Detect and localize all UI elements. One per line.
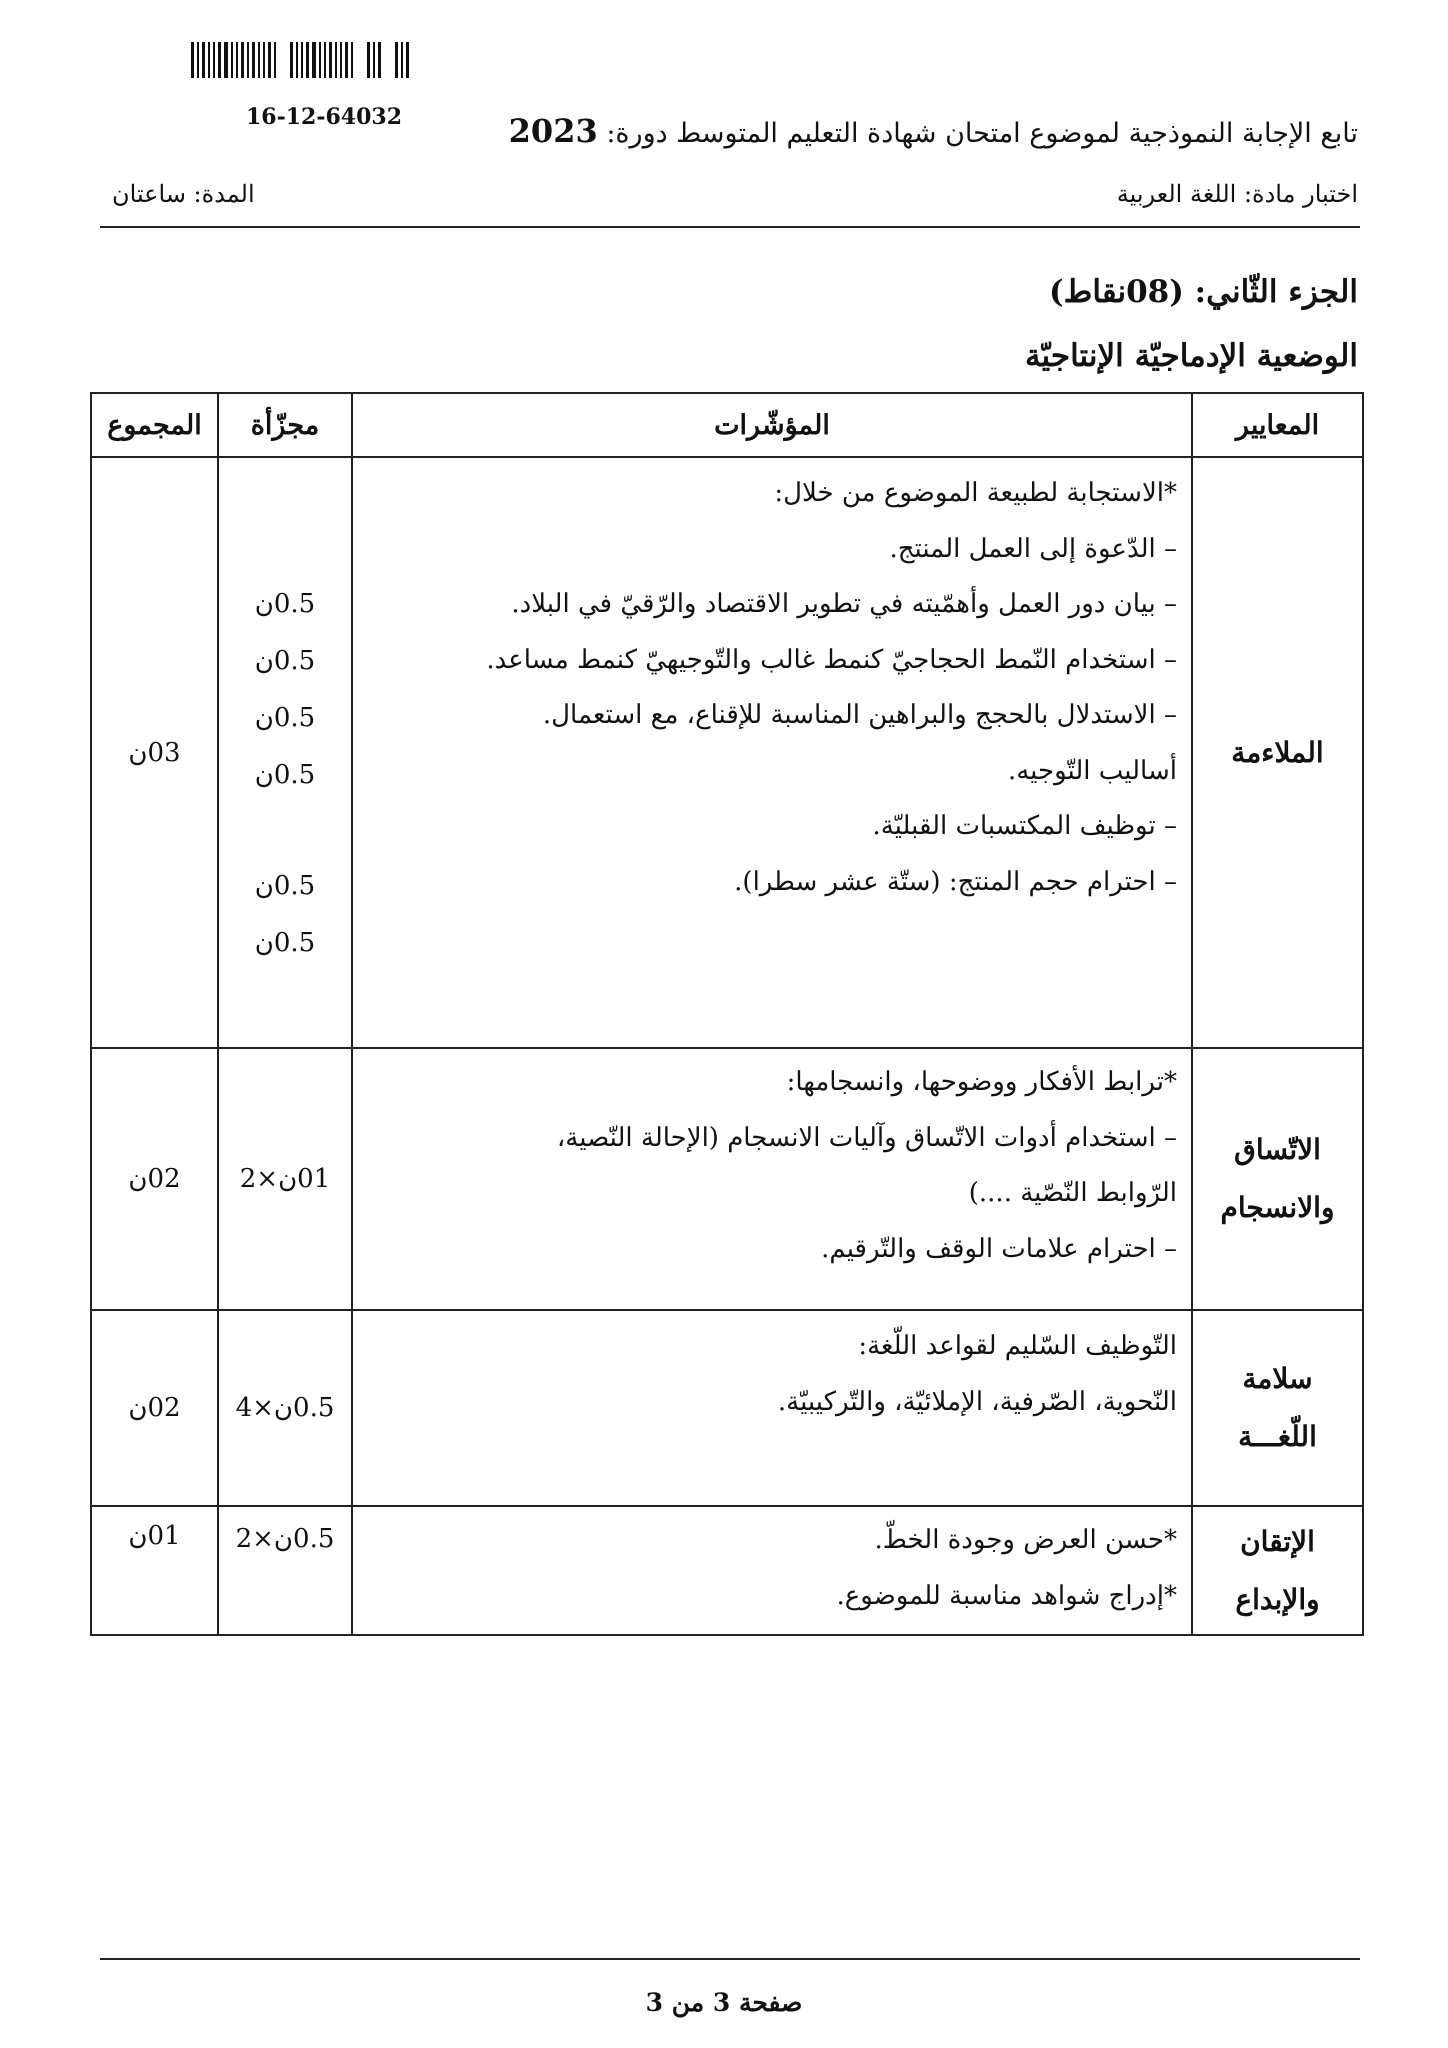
barcode-bar: [373, 42, 375, 78]
barcode: [191, 42, 451, 78]
exam-year: 2023: [508, 112, 598, 150]
criterion-label: والإبداع: [1235, 1582, 1320, 1616]
criterion-label: الاتّساق: [1234, 1133, 1321, 1166]
barcode-bar: [356, 42, 364, 78]
partial-cell: [218, 457, 352, 1048]
barcode-bar: [197, 42, 199, 78]
partial-score: 0.5ن: [254, 760, 316, 790]
indicator-line: *ترابط الأفكار ووضوحها، وانسجامها:: [786, 1067, 1177, 1097]
barcode-bar: [274, 42, 276, 78]
header-total: المجموع: [91, 393, 218, 457]
barcode-bar: [395, 42, 398, 78]
total-cell: 02ن: [91, 1048, 218, 1310]
header-partial: مجزّأة: [218, 393, 352, 457]
barcode-bar: [301, 42, 303, 78]
indicators-cell: [352, 1310, 1192, 1506]
barcode-bar: [208, 42, 210, 78]
indicator-line: *الاستجابة لطبيعة الموضوع من خلال:: [774, 478, 1177, 508]
barcode-bar: [340, 42, 342, 78]
barcode-bar: [231, 42, 233, 78]
situation-heading: الوضعية الإدماجيّة الإنتاجيّة: [1024, 338, 1358, 374]
barcode-bar: [247, 42, 249, 78]
barcode-bar: [191, 42, 194, 78]
indicators-cell: [352, 1506, 1192, 1635]
barcode-bar: [279, 42, 287, 78]
criterion-label: الملاءمة: [1231, 735, 1324, 769]
indicators-cell: [352, 1048, 1192, 1310]
barcode-bar: [263, 42, 265, 78]
subject-line: اختبار مادة: اللغة العربية: [1116, 180, 1358, 208]
indicator-line: الرّوابط النّصّية ....): [968, 1178, 1177, 1208]
total-cell: 01ن: [91, 1506, 218, 1635]
indicator-line: – احترام علامات الوقف والتّرقيم.: [821, 1233, 1177, 1264]
barcode-bar: [290, 42, 293, 78]
header-divider: [100, 226, 1360, 228]
indicator-line: أساليب التّوجيه.: [1007, 755, 1177, 786]
barcode-bar: [213, 42, 215, 78]
barcode-bar: [241, 42, 244, 78]
indicator-line: التّوظيف السّليم لقواعد اللّغة:: [858, 1331, 1177, 1361]
partial-score: 0.5ن: [254, 589, 316, 619]
table-header-row: [91, 393, 1363, 457]
total-cell: 03ن: [91, 457, 218, 1048]
indicator-line: – توظيف المكتسبات القبليّة.: [872, 811, 1177, 841]
indicator-line: – استخدام أدوات الاتّساق وآليات الانسجام (الإحالة النّصية،: [556, 1122, 1177, 1153]
indicator-line: – بيان دور العمل وأهمّيته في تطوير الاقتصاد والرّقيّ في البلاد.: [511, 589, 1177, 619]
table-row: [91, 457, 1363, 1048]
barcode-bar: [202, 42, 205, 78]
document-code: 16-12-64032: [246, 104, 403, 130]
barcode-bar: [319, 42, 321, 78]
criterion-cell: [1192, 457, 1363, 1048]
duration-line: المدة: ساعتان: [112, 180, 255, 208]
indicator-line: *حسن العرض وجودة الخطّ.: [874, 1525, 1177, 1555]
table-row: [91, 1310, 1363, 1506]
criterion-label: سلامة: [1242, 1362, 1313, 1395]
criterion-cell: [1192, 1506, 1363, 1635]
partial-cell: 0.5ن×2: [218, 1506, 352, 1635]
barcode-bar: [378, 42, 381, 78]
barcode-bar: [324, 42, 326, 78]
indicator-line: *إدراج شواهد مناسبة للموضوع.: [836, 1580, 1177, 1611]
title-text: تابع الإجابة النموذجية لموضوع امتحان شهادة التعليم المتوسط دورة:: [606, 118, 1358, 149]
criterion-label: الإتقان: [1240, 1524, 1315, 1558]
barcode-bar: [351, 42, 353, 78]
partial-score: 0.5ن: [254, 928, 316, 958]
barcode-bar: [236, 42, 238, 78]
barcode-bar: [258, 42, 260, 78]
header-criteria: المعايير: [1192, 393, 1363, 457]
part-heading: الجزء الثّاني: (08نقاط): [1048, 274, 1358, 310]
barcode-bar: [401, 42, 403, 78]
criterion-label: اللّغـــة: [1238, 1420, 1317, 1453]
partial-score: 0.5ن: [254, 703, 316, 733]
header-indicators: المؤشّرات: [352, 393, 1192, 457]
page-number: صفحة 3 من 3: [645, 1988, 803, 2017]
barcode-bar: [306, 42, 309, 78]
criterion-cell: [1192, 1048, 1363, 1310]
barcode-bar: [384, 42, 392, 78]
barcode-bar: [224, 42, 228, 78]
partial-score: 0.5ن: [254, 871, 316, 901]
criterion-cell: [1192, 1310, 1363, 1506]
table-row: [91, 1506, 1363, 1635]
partial-cell: 01ن×2: [218, 1048, 352, 1310]
criterion-label: والانسجام: [1220, 1191, 1335, 1224]
barcode-bar: [312, 42, 316, 78]
indicator-line: – استخدام النّمط الحجاجيّ كنمط غالب والتّوجيهيّ كنمط مساعد.: [486, 644, 1177, 675]
total-cell: 02ن: [91, 1310, 218, 1506]
barcode-bar: [345, 42, 348, 78]
barcode-bar: [335, 42, 337, 78]
document-title: [509, 112, 1358, 150]
table-row: [91, 1048, 1363, 1310]
indicator-line: النّحوية، الصّرفية، الإملائيّة، والتّركيبيّة.: [777, 1386, 1177, 1417]
partial-cell: 0.5ن×4: [218, 1310, 352, 1506]
barcode-bar: [252, 42, 255, 78]
partial-score: 0.5ن: [254, 646, 316, 676]
indicator-line: – الاستدلال بالحجج والبراهين المناسبة للإقناع، مع استعمال.: [542, 700, 1177, 730]
footer-divider: [100, 1958, 1360, 1960]
barcode-bar: [268, 42, 271, 78]
grading-table: [90, 392, 1364, 1636]
barcode-bar: [406, 42, 409, 78]
indicator-line: – احترام حجم المنتج: (ستّة عشر سطرا).: [734, 866, 1177, 897]
indicators-cell: [352, 457, 1192, 1048]
indicator-line: – الدّعوة إلى العمل المنتج.: [889, 533, 1177, 564]
barcode-bar: [218, 42, 221, 78]
barcode-bar: [367, 42, 370, 78]
partial-spacer: [219, 804, 351, 858]
barcode-bar: [296, 42, 298, 78]
barcode-bar: [329, 42, 332, 78]
